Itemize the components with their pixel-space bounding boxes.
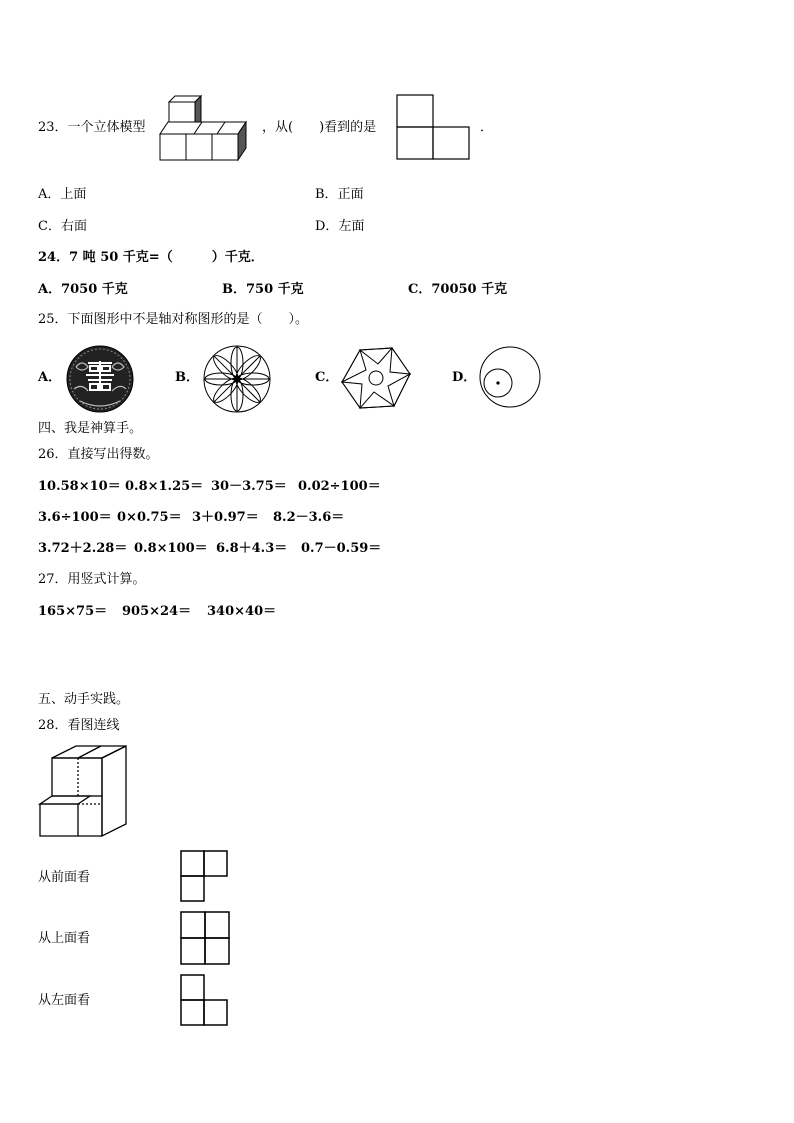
view-label-top: 从上面看 <box>38 931 91 946</box>
q24-stem: 24．7 吨 50 千克=（ ）千克． <box>38 250 264 265</box>
double-happiness-medallion-figure[interactable] <box>66 345 134 413</box>
q23-option-a[interactable] <box>38 187 86 203</box>
q23-number: 23． <box>38 120 68 135</box>
q27-item3: 340×40＝ <box>207 604 277 619</box>
q25-stem: 25．下面图形中不是轴对称图形的是（ ）。 <box>38 312 309 327</box>
q23-view-figure <box>396 94 472 160</box>
q23-solid-model-figure <box>158 96 250 162</box>
q23-mid-text: ，从( )看到的是 <box>262 120 377 135</box>
q26-stem: 26．直接写出得数。 <box>38 447 159 462</box>
q26-row2-item4: 8.2－3.6＝ <box>273 510 345 525</box>
section5-heading: 五、动手实践。 <box>38 692 130 707</box>
option-label: A． <box>38 187 61 202</box>
option-text: 右面 <box>60 219 87 234</box>
view-figure-front[interactable] <box>180 850 230 904</box>
q23-option-b[interactable] <box>315 187 364 203</box>
option-label: C． <box>38 219 61 234</box>
option-label: D． <box>315 219 339 234</box>
option-label: A． <box>38 282 62 297</box>
q23-stem <box>38 120 146 136</box>
q28-stem: 28．看图连线 <box>38 718 120 733</box>
q24-option-a[interactable] <box>38 282 128 298</box>
view-label-front: 从前面看 <box>38 870 91 885</box>
q23-option-c[interactable] <box>38 219 87 235</box>
q26-row1-item3: 30－3.75＝ <box>211 479 287 494</box>
q26-row2-item2: 0×0.75＝ <box>117 510 182 525</box>
pinwheel-hexagon-figure[interactable] <box>340 344 412 414</box>
q26-row2-item1: 3.6÷100＝ <box>38 510 112 525</box>
section4-heading: 四、我是神算手。 <box>38 421 143 436</box>
q28-solid-figure <box>38 744 132 842</box>
q26-row3-item3: 6.8＋4.3＝ <box>216 541 288 556</box>
flower-rosette-circle-figure[interactable] <box>202 344 272 414</box>
q23-end-mark: ． <box>480 120 494 135</box>
q27-stem: 27．用竖式计算。 <box>38 572 146 587</box>
q26-row1-item1: 10.58×10＝ <box>38 479 121 494</box>
option-text: 左面 <box>338 219 365 234</box>
q26-row3-item2: 0.8×100＝ <box>134 541 208 556</box>
q23-option-d[interactable] <box>315 219 364 235</box>
option-text: 70050 千克 <box>431 282 508 297</box>
q26-row1-item2: 0.8×1.25＝ <box>125 479 204 494</box>
nested-circles-figure[interactable] <box>478 345 542 409</box>
q24-option-b[interactable] <box>222 282 304 298</box>
q26-row3-item4: 0.7－0.59＝ <box>301 541 382 556</box>
view-figure-left[interactable] <box>180 974 230 1028</box>
option-label: C． <box>408 282 432 297</box>
option-text: 750 千克 <box>246 282 304 297</box>
view-figure-top[interactable] <box>180 911 232 967</box>
view-label-left: 从左面看 <box>38 993 91 1008</box>
q25-option-a-label[interactable]: A． <box>38 370 62 385</box>
q25-option-d-label[interactable]: D． <box>452 370 477 385</box>
q25-option-c-label[interactable]: C． <box>315 370 339 385</box>
q27-item1: 165×75＝ <box>38 604 108 619</box>
q23-stem-text: 一个立体模型 <box>67 120 146 135</box>
q26-row1-item4: 0.02÷100＝ <box>298 479 381 494</box>
option-text: 上面 <box>60 187 87 202</box>
q24-option-c[interactable] <box>408 282 507 298</box>
option-label: B． <box>315 187 338 202</box>
option-text: 正面 <box>337 187 364 202</box>
q25-option-b-label[interactable]: B． <box>175 370 199 385</box>
q26-row3-item1: 3.72＋2.28＝ <box>38 541 128 556</box>
option-text: 7050 千克 <box>61 282 128 297</box>
q27-item2: 905×24＝ <box>122 604 192 619</box>
q26-row2-item3: 3＋0.97＝ <box>192 510 259 525</box>
option-label: B． <box>222 282 246 297</box>
